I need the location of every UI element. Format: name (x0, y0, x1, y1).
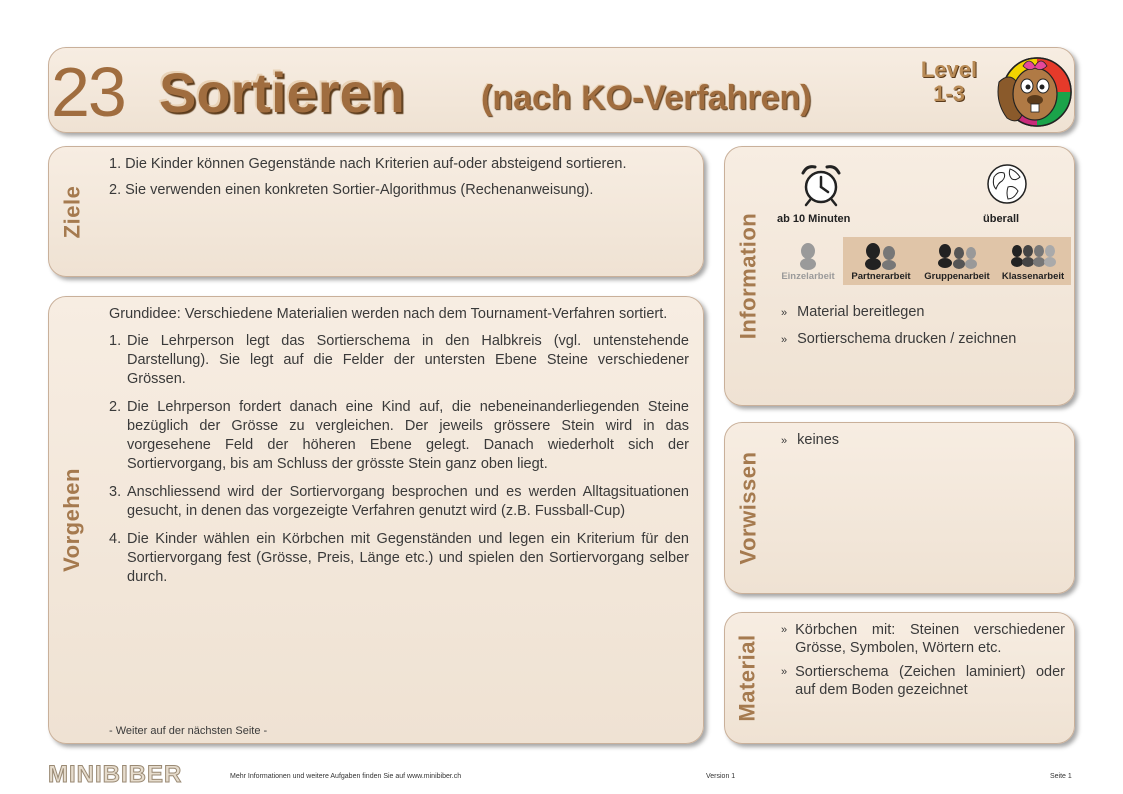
information-label: Information (735, 212, 760, 340)
beaver-mascot-icon (993, 52, 1073, 130)
material-list (781, 621, 1065, 705)
footer-info: Mehr Informationen und weitere Aufgaben finden Sie auf www.minibiber.ch (230, 773, 462, 780)
bullet-icon: » (781, 334, 788, 346)
vorgehen-step (109, 530, 689, 587)
information-item (781, 330, 1016, 349)
information-item-text: Sortierschema drucken / zeichnen (797, 331, 1017, 347)
step-text: Anschliessend wird der Sortiervorgang besprochen und es werden Alltagsituationen gesucht, in denen das vorgezeigte Verfahren genutzt wird (z.B. Fussball-Cup) (127, 484, 689, 519)
step-number: 1. (109, 333, 122, 349)
step-number: 3. (109, 484, 122, 500)
vorgehen-step (109, 332, 689, 389)
mode-klassenarbeit (995, 237, 1071, 285)
bullet-icon: » (781, 307, 788, 319)
vorwissen-item (781, 431, 839, 450)
information-list (781, 303, 1016, 357)
ziele-section (48, 146, 704, 277)
beaver-pair-icon (861, 241, 901, 271)
level-range: 1-3 (933, 81, 965, 106)
step-text: Die Lehrperson fordert danach eine Kind auf, die nebeneinanderliegenden Steine bezüglich der Grösse zu vergleichen. Der jeweils grössere Stein wird in das vorgesehene Feld der höheren Ebene gelegt. Danach wiederholt sich der Sortiervorgang, bis am Schluss der grösste Stein ganz oben liegt. (127, 399, 689, 472)
material-label: Material (735, 634, 760, 722)
information-label-wrap (725, 147, 771, 405)
beaver-single-icon (796, 241, 820, 271)
globe-icon (984, 161, 1030, 207)
vorgehen-section (48, 296, 704, 744)
mode-partnerarbeit (843, 237, 919, 285)
mode-label: Partnerarbeit (851, 271, 911, 282)
level-label: Level (920, 57, 978, 82)
vorwissen-item-text: keines (797, 432, 840, 448)
vorgehen-label: Vorgehen (59, 468, 85, 572)
beaver-group-icon (935, 241, 979, 271)
bullet-icon: » (781, 666, 788, 678)
material-section (724, 612, 1075, 744)
task-subtitle: (nach KO-Verfahren) (481, 79, 812, 117)
step-text: Die Kinder wählen ein Körbchen mit Gegenständen und legen ein Kriterium für den Sortiervorgang fest (Grösse, Preis, Länge etc.) und spielen den Sortiervorgang selber durch. (127, 531, 689, 585)
time-label: ab 10 Minuten (777, 213, 851, 225)
vorwissen-label: Vorwissen (735, 451, 761, 565)
information-item-text: Material bereitlegen (797, 304, 925, 320)
vorwissen-list (781, 431, 839, 450)
task-number: 23 (51, 53, 125, 131)
footer-version: Version 1 (706, 773, 736, 780)
vorgehen-label-wrap (49, 297, 95, 743)
vorgehen-step (109, 398, 689, 474)
information-item (781, 303, 1016, 322)
ziele-label: Ziele (59, 185, 85, 238)
vorwissen-section (724, 422, 1075, 594)
material-item-text: Körbchen mit: Steinen verschiedener Grösse, Symbolen, Wörtern etc. (795, 622, 1065, 656)
alarm-clock-icon (797, 161, 845, 209)
work-modes (773, 237, 1073, 285)
step-text: Die Lehrperson legt das Sortierschema in den Halbkreis (vgl. untenstehende Darstellung). Sie legt auf die Felder der untersten Ebene Steine verschiedener Grössen. (127, 333, 689, 387)
ziele-label-wrap (49, 147, 95, 276)
task-title: Sortieren (159, 61, 405, 124)
footer-page-number: Seite 1 (1050, 773, 1072, 780)
material-item-text: Sortierschema (Zeichen laminiert) oder auf dem Boden gezeichnet (795, 664, 1065, 698)
step-number: 4. (109, 531, 122, 547)
bullet-icon: » (781, 435, 788, 447)
information-section (724, 146, 1075, 406)
ziele-item: 2. Sie verwenden einen konkreten Sortier-Algorithmus (Rechenanweisung). (109, 182, 594, 198)
bullet-icon: » (781, 624, 788, 636)
step-number: 2. (109, 399, 122, 415)
continue-note: - Weiter auf der nächsten Seite - (109, 725, 268, 737)
place-label: überall (983, 213, 1020, 225)
mode-gruppenarbeit (919, 237, 995, 285)
mode-label: Klassenarbeit (1001, 271, 1065, 282)
vorgehen-step (109, 483, 689, 521)
vorgehen-intro: Grundidee: Verschiedene Materialien werden nach dem Tournament-Verfahren sortiert. (109, 306, 668, 322)
material-item (781, 621, 1065, 657)
level-badge (909, 58, 989, 106)
ziele-list (109, 155, 683, 207)
material-item (781, 663, 1065, 699)
mode-label: Einzelarbeit (781, 271, 835, 282)
beaver-class-icon (1009, 241, 1057, 271)
minibiber-logo-text: MINIBIBER (48, 761, 183, 788)
ziele-item: 1. Die Kinder können Gegenstände nach Kriterien auf-oder absteigend sortieren. (109, 156, 627, 172)
minibiber-logo (44, 758, 226, 788)
material-label-wrap (725, 613, 771, 743)
header-banner (48, 47, 1075, 133)
vorgehen-body (109, 305, 689, 596)
mode-einzelarbeit (773, 237, 843, 285)
vorwissen-label-wrap (725, 423, 771, 593)
mode-label: Gruppenarbeit (924, 271, 990, 282)
